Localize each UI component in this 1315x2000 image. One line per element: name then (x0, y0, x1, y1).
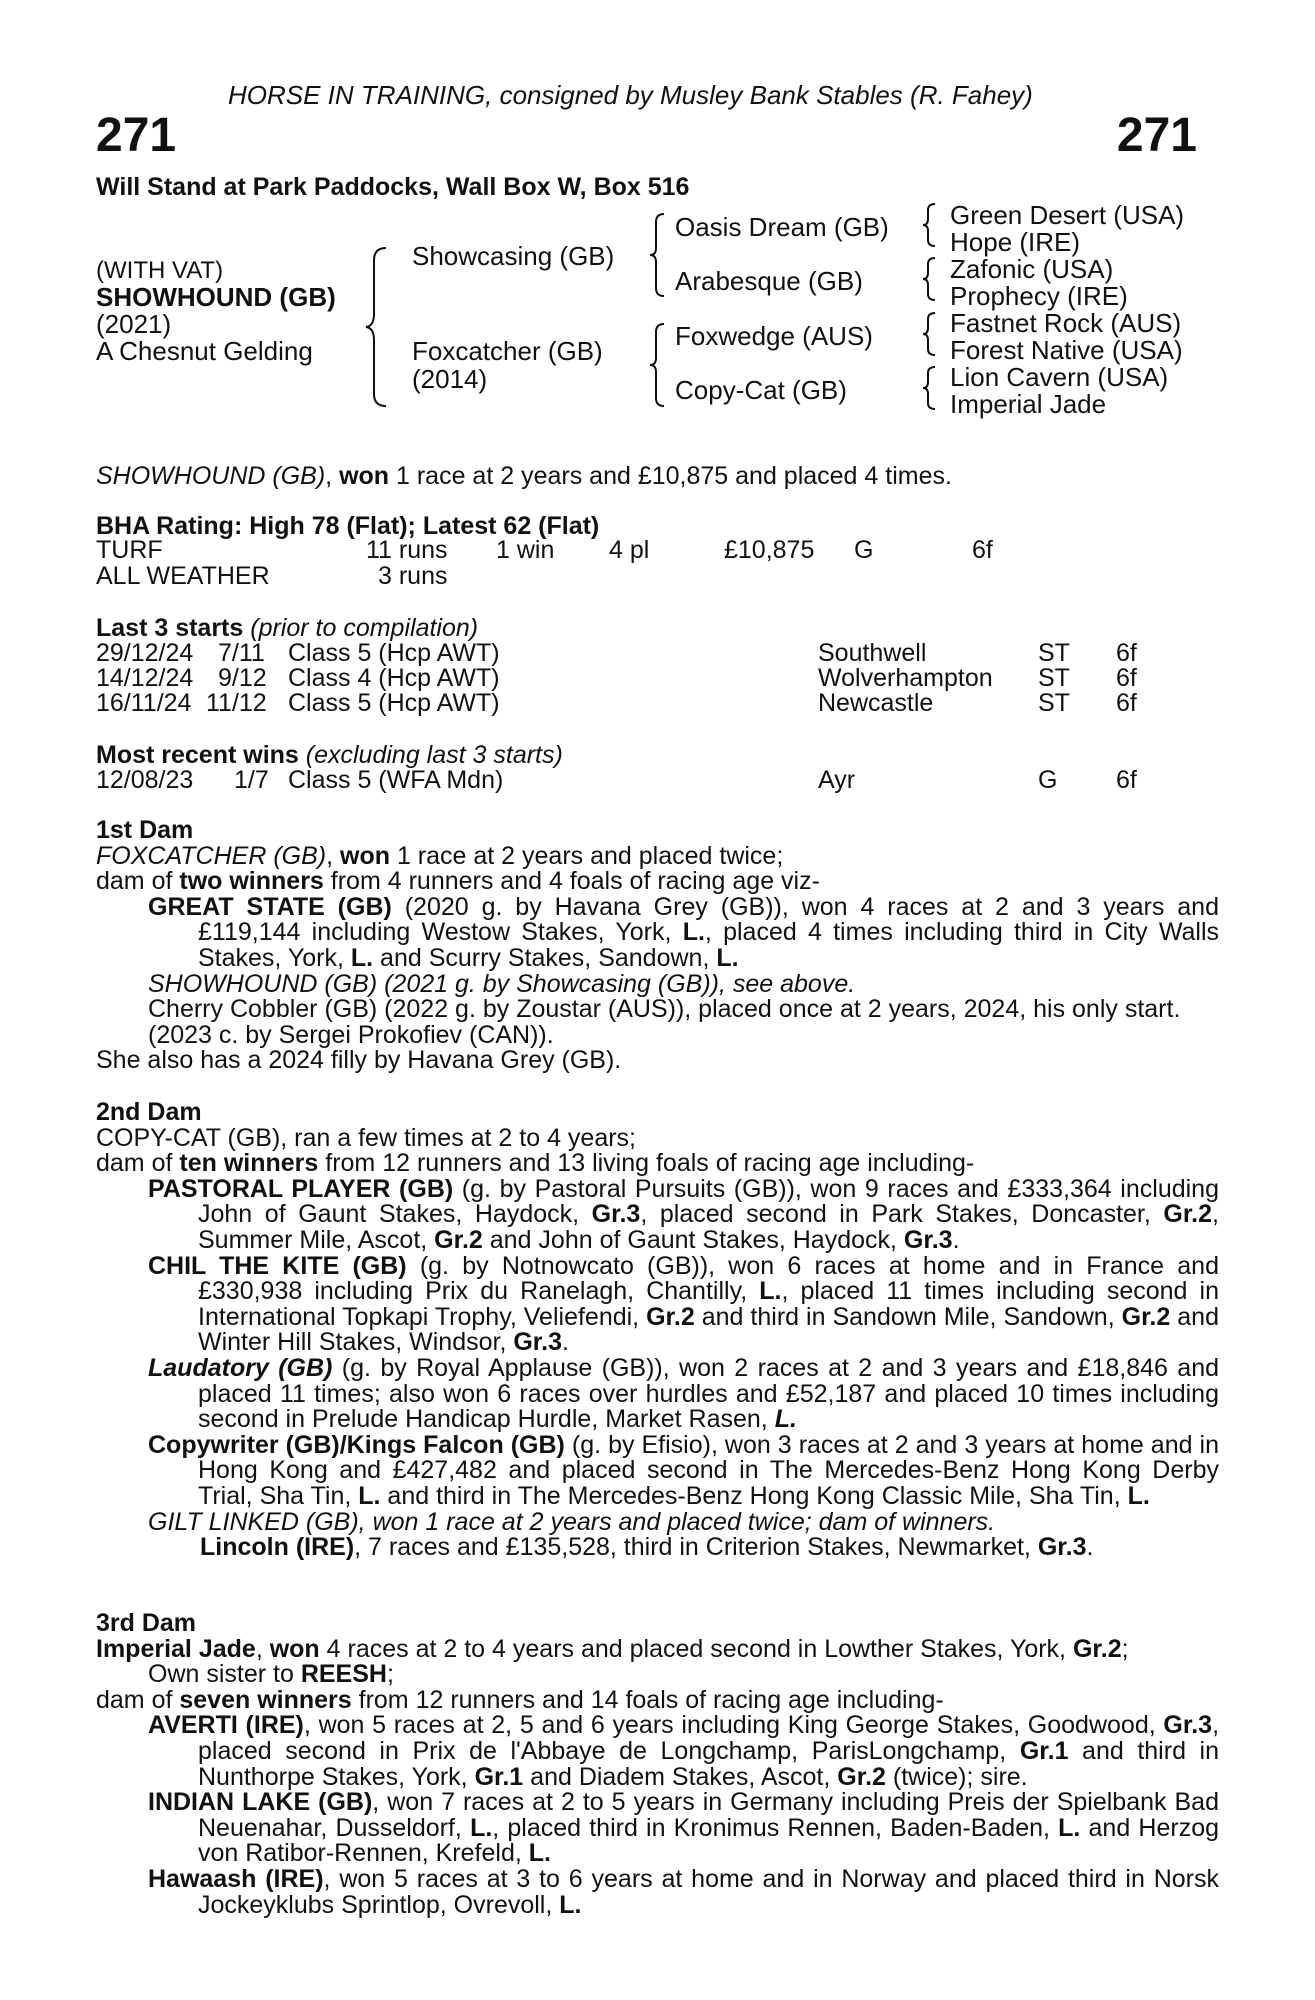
produce-text: (g. by Efisio), won 3 races at 2 and 3 years at home and in Hong Kong and £427,482 and placed second in The Mercedes-Benz Hong Kong Derby Trial, Sha Tin, (198, 1430, 1219, 1510)
pedigree-g4: Prophecy (IRE) (950, 281, 1128, 311)
produce-name: CHIL THE KITE (GB) (148, 1251, 407, 1280)
rating-turf-row (96, 537, 1196, 563)
win-position: 1/7 (234, 766, 269, 794)
third-dam-dam-of: dam of (96, 1685, 180, 1714)
rating-aw-row (96, 563, 1196, 589)
win-date: 12/08/23 (96, 766, 194, 794)
pedigree-brace-main (364, 246, 392, 408)
produce-text: and third in Sandown Mile, Sandown, (694, 1302, 1122, 1331)
pedigree-brace-g2 (921, 256, 939, 302)
first-dam-winners: two winners (179, 867, 324, 896)
listed-mark: L. (759, 1277, 782, 1306)
produce-text: and third in The Mercedes-Benz Hong Kong Classic Mile, Sha Tin, (380, 1481, 1128, 1510)
produce-text: and Winter Hill Stakes, Windsor, (198, 1302, 1219, 1357)
race-summary (96, 462, 952, 491)
start-distance: 6f (1116, 664, 1137, 692)
first-dam-dam-of: dam of (96, 867, 180, 896)
third-dam-sister-line (96, 1662, 1219, 1688)
produce-entry (148, 1788, 1219, 1868)
listed-mark: L. (559, 1890, 582, 1919)
second-dam-title: 2nd Dam (96, 1098, 202, 1126)
start-going: ST (1038, 689, 1070, 717)
start-row (96, 690, 1196, 716)
produce-entry: GILT LINKED (GB), won 1 race at 2 years and placed twice; dam of winners. (148, 1507, 996, 1536)
produce-text: , won 5 races at 2, 5 and 6 years including King George Stakes, Goodwood, (303, 1711, 1164, 1740)
listed-mark: L. (1058, 1813, 1081, 1842)
produce-entry (148, 1430, 1219, 1510)
listed-mark: L. (358, 1481, 381, 1510)
start-class: Class 5 (Hcp AWT) (288, 639, 500, 667)
pedigree-dam-dam: Copy-Cat (GB) (675, 375, 847, 405)
produce-name: Laudatory (GB) (148, 1353, 333, 1382)
produce-text: , placed second in Prix de l'Abbaye de Longchamp, ParisLongchamp, (198, 1711, 1220, 1765)
pedigree-g5: Fastnet Rock (AUS) (950, 308, 1182, 338)
listed-mark: L. (1127, 1481, 1150, 1510)
third-dam-end: ; (1121, 1634, 1129, 1663)
second-dam-winners: ten winners (179, 1149, 319, 1178)
produce-text: and John of Gaunt Stakes, Haydock, (482, 1225, 904, 1254)
third-dam-sep: , (255, 1634, 270, 1663)
pedigree-dam-year: (2014) (412, 364, 488, 394)
produce-entry (148, 1251, 1219, 1357)
group-mark: Gr.1 (1019, 1736, 1069, 1765)
last-starts-note: (prior to compilation) (243, 614, 479, 642)
turf-surface: TURF (96, 536, 163, 564)
turf-runs: 11 runs (366, 536, 448, 564)
summary-name: SHOWHOUND (GB) (96, 462, 326, 490)
second-dam-runners: from 12 runners and 13 living foals of racing age including- (318, 1149, 975, 1178)
first-dam-rest: 1 race at 2 years and placed twice; (390, 841, 784, 870)
summary-rest: 1 race at 2 years and £10,875 and placed 4 times. (389, 462, 952, 490)
listed-mark: L. (470, 1813, 493, 1842)
first-dam-title: 1st Dam (96, 816, 194, 844)
produce-entry (148, 1864, 1219, 1919)
turf-prize: £10,875 (724, 536, 815, 564)
group-mark: Gr.2 (434, 1225, 483, 1254)
start-class: Class 5 (Hcp AWT) (288, 689, 500, 717)
produce-text: (g. by Pastoral Pursuits (GB)), won 9 races and £333,364 including John of Gaunt Stakes, Haydock, (198, 1174, 1219, 1229)
group-mark: Gr.3 (591, 1200, 641, 1229)
stand-location: Will Stand at Park Paddocks, Wall Box W, Box 516 (96, 173, 690, 201)
pedigree-g7: Lion Cavern (USA) (950, 362, 1169, 392)
first-dam-sep: , (326, 841, 340, 870)
produce-text: , placed third in Kronimus Rennen, Baden-Baden, (492, 1813, 1059, 1842)
sister-label: Own sister to (148, 1660, 301, 1689)
produce-name: AVERTI (IRE) (148, 1711, 304, 1740)
start-course: Southwell (818, 639, 927, 667)
produce-text: , 7 races and £135,528, third in Criterion Stakes, Newmarket, (354, 1533, 1038, 1562)
pedigree-brace-dam (648, 322, 668, 408)
last-starts-heading: Last 3 starts (96, 614, 244, 642)
pedigree-brace-g1 (921, 202, 939, 248)
produce-name: GREAT STATE (GB) (148, 892, 392, 921)
produce-entry (148, 1711, 1220, 1791)
group-mark: Gr.2 (646, 1302, 695, 1331)
second-dam-line: COPY-CAT (GB), ran a few times at 2 to 4 years; (96, 1123, 637, 1152)
listed-mark: L. (528, 1839, 551, 1868)
pedigree-brace-g4 (921, 365, 939, 411)
summary-won: won (339, 462, 390, 490)
produce-text: (g. by Notnowcato (GB)), won 6 races at home and in France and £330,938 including Prix du Ranelagh, Chantilly, (198, 1251, 1219, 1306)
second-dam-produce-line (96, 1151, 1219, 1177)
pedigree-g1: Green Desert (USA) (950, 200, 1185, 230)
group-mark: Gr.3 (1037, 1533, 1087, 1562)
group-mark: Gr.2 (1072, 1634, 1122, 1663)
group-mark: Gr.3 (1163, 1711, 1213, 1740)
produce-name: Hawaash (IRE) (148, 1864, 324, 1893)
start-distance: 6f (1116, 689, 1137, 717)
produce-text: , won 7 races at 2 to 5 years in Germany including Preis der Spielbank Bad Neuenahar, Dusseldorf, (198, 1788, 1219, 1842)
pedigree-brace-sire (648, 212, 668, 298)
vat-label: (WITH VAT) (96, 257, 224, 284)
produce-text: (twice); sire. (885, 1762, 1028, 1791)
aw-surface: ALL WEATHER (96, 562, 270, 590)
produce-entry: (2023 c. by Sergei Prokofiev (CAN)). (148, 1020, 554, 1049)
first-dam-runners: from 4 runners and 4 foals of racing age viz- (323, 867, 820, 896)
listed-mark: L. (682, 918, 705, 947)
produce-text: and Scurry Stakes, Sandown, (373, 943, 717, 972)
produce-text: (2020 g. by Havana Grey (GB)), won 4 races at 2 and 3 years and £119,144 including Westow Stakes, York, (198, 892, 1219, 947)
produce-text: and third in Nunthorpe Stakes, York, (198, 1736, 1219, 1791)
third-dam-title: 3rd Dam (96, 1609, 197, 1637)
start-position: 9/12 (218, 664, 267, 692)
produce-text: . (1086, 1533, 1094, 1562)
group-mark: Gr.2 (1121, 1302, 1171, 1331)
recent-wins-note: (excluding last 3 starts) (298, 741, 563, 769)
first-dam-name: FOXCATCHER (GB) (96, 841, 327, 870)
first-dam-produce-line (96, 869, 1219, 895)
start-row (96, 640, 1196, 666)
produce-entry: Cherry Cobbler (GB) (2022 g. by Zoustar (AUS)), placed once at 2 years, 2024, his only start. (148, 995, 1181, 1024)
win-row (96, 767, 1196, 793)
produce-text: , placed 4 times including third in City Walls Stakes, York, (198, 918, 1219, 972)
pedigree-g3: Zafonic (USA) (950, 254, 1114, 284)
start-position: 11/12 (206, 689, 267, 717)
listed-mark: L. (716, 943, 739, 972)
turf-placed: 4 pl (609, 536, 650, 564)
produce-text: , Summer Mile, Ascot, (198, 1200, 1219, 1254)
pedigree-g2: Hope (IRE) (950, 227, 1081, 257)
produce-name: Copywriter (GB)/Kings Falcon (GB) (148, 1430, 565, 1459)
pedigree-sire-dam: Arabesque (GB) (675, 266, 863, 296)
produce-entry (148, 1353, 1220, 1434)
produce-text: (g. by Royal Applause (GB)), won 2 races at 2 and 3 years and £18,846 and placed 11 times; also won 6 races over hurdles and £52,187 and placed 10 times including second in Prelude Handicap Hurdle, Market Rasen, (198, 1353, 1220, 1434)
sister-name: REESH (300, 1660, 387, 1689)
start-date: 14/12/24 (96, 664, 194, 692)
listed-mark: L. (350, 943, 374, 972)
win-class: Class 5 (WFA Mdn) (288, 766, 504, 794)
group-mark: Gr.1 (474, 1762, 524, 1791)
first-dam-note: She also has a 2024 filly by Havana Grey (GB). (96, 1046, 622, 1075)
third-dam-line (96, 1634, 1219, 1663)
second-dam-dam-of: dam of (96, 1149, 180, 1178)
win-course: Ayr (818, 766, 856, 794)
produce-name: Lincoln (IRE) (200, 1533, 355, 1562)
produce-entry (148, 1174, 1219, 1254)
third-dam-won: won (269, 1634, 320, 1663)
rating-title: BHA Rating: High 78 (Flat); Latest 62 (Flat) (96, 512, 600, 540)
first-dam-won: won (340, 841, 390, 870)
group-mark: Gr.3 (513, 1328, 563, 1357)
group-mark: Gr.2 (837, 1762, 886, 1791)
pedigree-dam-sire: Foxwedge (AUS) (675, 321, 873, 351)
start-date: 16/11/24 (96, 689, 192, 717)
first-dam-section (96, 818, 1219, 1074)
third-dam-produce-line (96, 1685, 1219, 1714)
third-dam-winners: seven winners (179, 1685, 352, 1714)
group-mark: Gr.3 (903, 1225, 953, 1254)
produce-entry (148, 892, 1219, 972)
pedigree-g8: Imperial Jade (950, 389, 1107, 419)
start-course: Newcastle (818, 689, 934, 717)
third-dam-runners: from 12 runners and 14 foals of racing age including- (351, 1685, 944, 1714)
win-distance: 6f (1116, 766, 1137, 794)
produce-name: PASTORAL PLAYER (GB) (148, 1174, 454, 1203)
group-mark: Gr.2 (1163, 1200, 1213, 1229)
start-position: 7/11 (218, 639, 265, 667)
first-dam-line (96, 841, 1219, 870)
lot-number-left: 271 (96, 109, 177, 162)
start-date: 29/12/24 (96, 639, 194, 667)
start-course: Wolverhampton (818, 664, 993, 692)
produce-text: and Herzog von Ratibor-Rennen, Krefeld, (198, 1813, 1219, 1868)
start-class: Class 4 (Hcp AWT) (288, 664, 500, 692)
pedigree-dam: Foxcatcher (GB) (412, 336, 603, 366)
pedigree-sire-sire: Oasis Dream (GB) (675, 212, 889, 242)
produce-text: and Diadem Stakes, Ascot, (523, 1762, 838, 1791)
listed-mark: L. (774, 1405, 797, 1434)
consignment-line: HORSE IN TRAINING, consigned by Musley Bank Stables (R. Fahey) (228, 80, 1033, 110)
recent-wins-heading: Most recent wins (96, 741, 299, 769)
pedigree-brace-g3 (921, 311, 939, 357)
second-dam-section (96, 1100, 1219, 1561)
turf-wins: 1 win (496, 536, 555, 564)
produce-name: INDIAN LAKE (GB) (148, 1788, 373, 1817)
pedigree-g6: Forest Native (USA) (950, 335, 1183, 365)
start-going: ST (1038, 639, 1070, 667)
turf-going: G (854, 536, 874, 564)
start-row (96, 665, 1196, 691)
sister-end: ; (386, 1660, 394, 1689)
lot-number-right: 271 (1116, 109, 1197, 162)
third-dam-name: Imperial Jade (96, 1634, 256, 1663)
summary-sep: , (325, 462, 340, 490)
produce-text: . (562, 1328, 569, 1357)
third-dam-section (96, 1611, 1219, 1918)
produce-text: , placed second in Park Stakes, Doncaster, (640, 1200, 1164, 1229)
aw-runs: 3 runs (378, 562, 448, 590)
produce-text: . (952, 1225, 960, 1254)
start-distance: 6f (1116, 639, 1137, 667)
pedigree-sire: Showcasing (GB) (412, 241, 615, 271)
produce-text: , won 5 races at 3 to 6 years at home and in Norway and placed third in Norsk Jockeyklubs Sprintlop, Ovrevoll, (198, 1864, 1219, 1919)
start-going: ST (1038, 664, 1070, 692)
horse-year: (2021) (96, 309, 172, 339)
produce-entry: SHOWHOUND (GB) (2021 g. by Showcasing (GB)), see above. (148, 969, 856, 998)
horse-description: A Chesnut Gelding (96, 336, 313, 366)
win-going: G (1038, 766, 1058, 794)
third-dam-text: 4 races at 2 to 4 years and placed second in Lowther Stakes, York, (319, 1634, 1073, 1663)
produce-entry (200, 1533, 1219, 1562)
turf-distance: 6f (972, 536, 993, 564)
produce-text: , placed 11 times including second in International Topkapi Trophy, Veliefendi, (198, 1277, 1219, 1331)
horse-name: SHOWHOUND (GB) (96, 282, 336, 312)
